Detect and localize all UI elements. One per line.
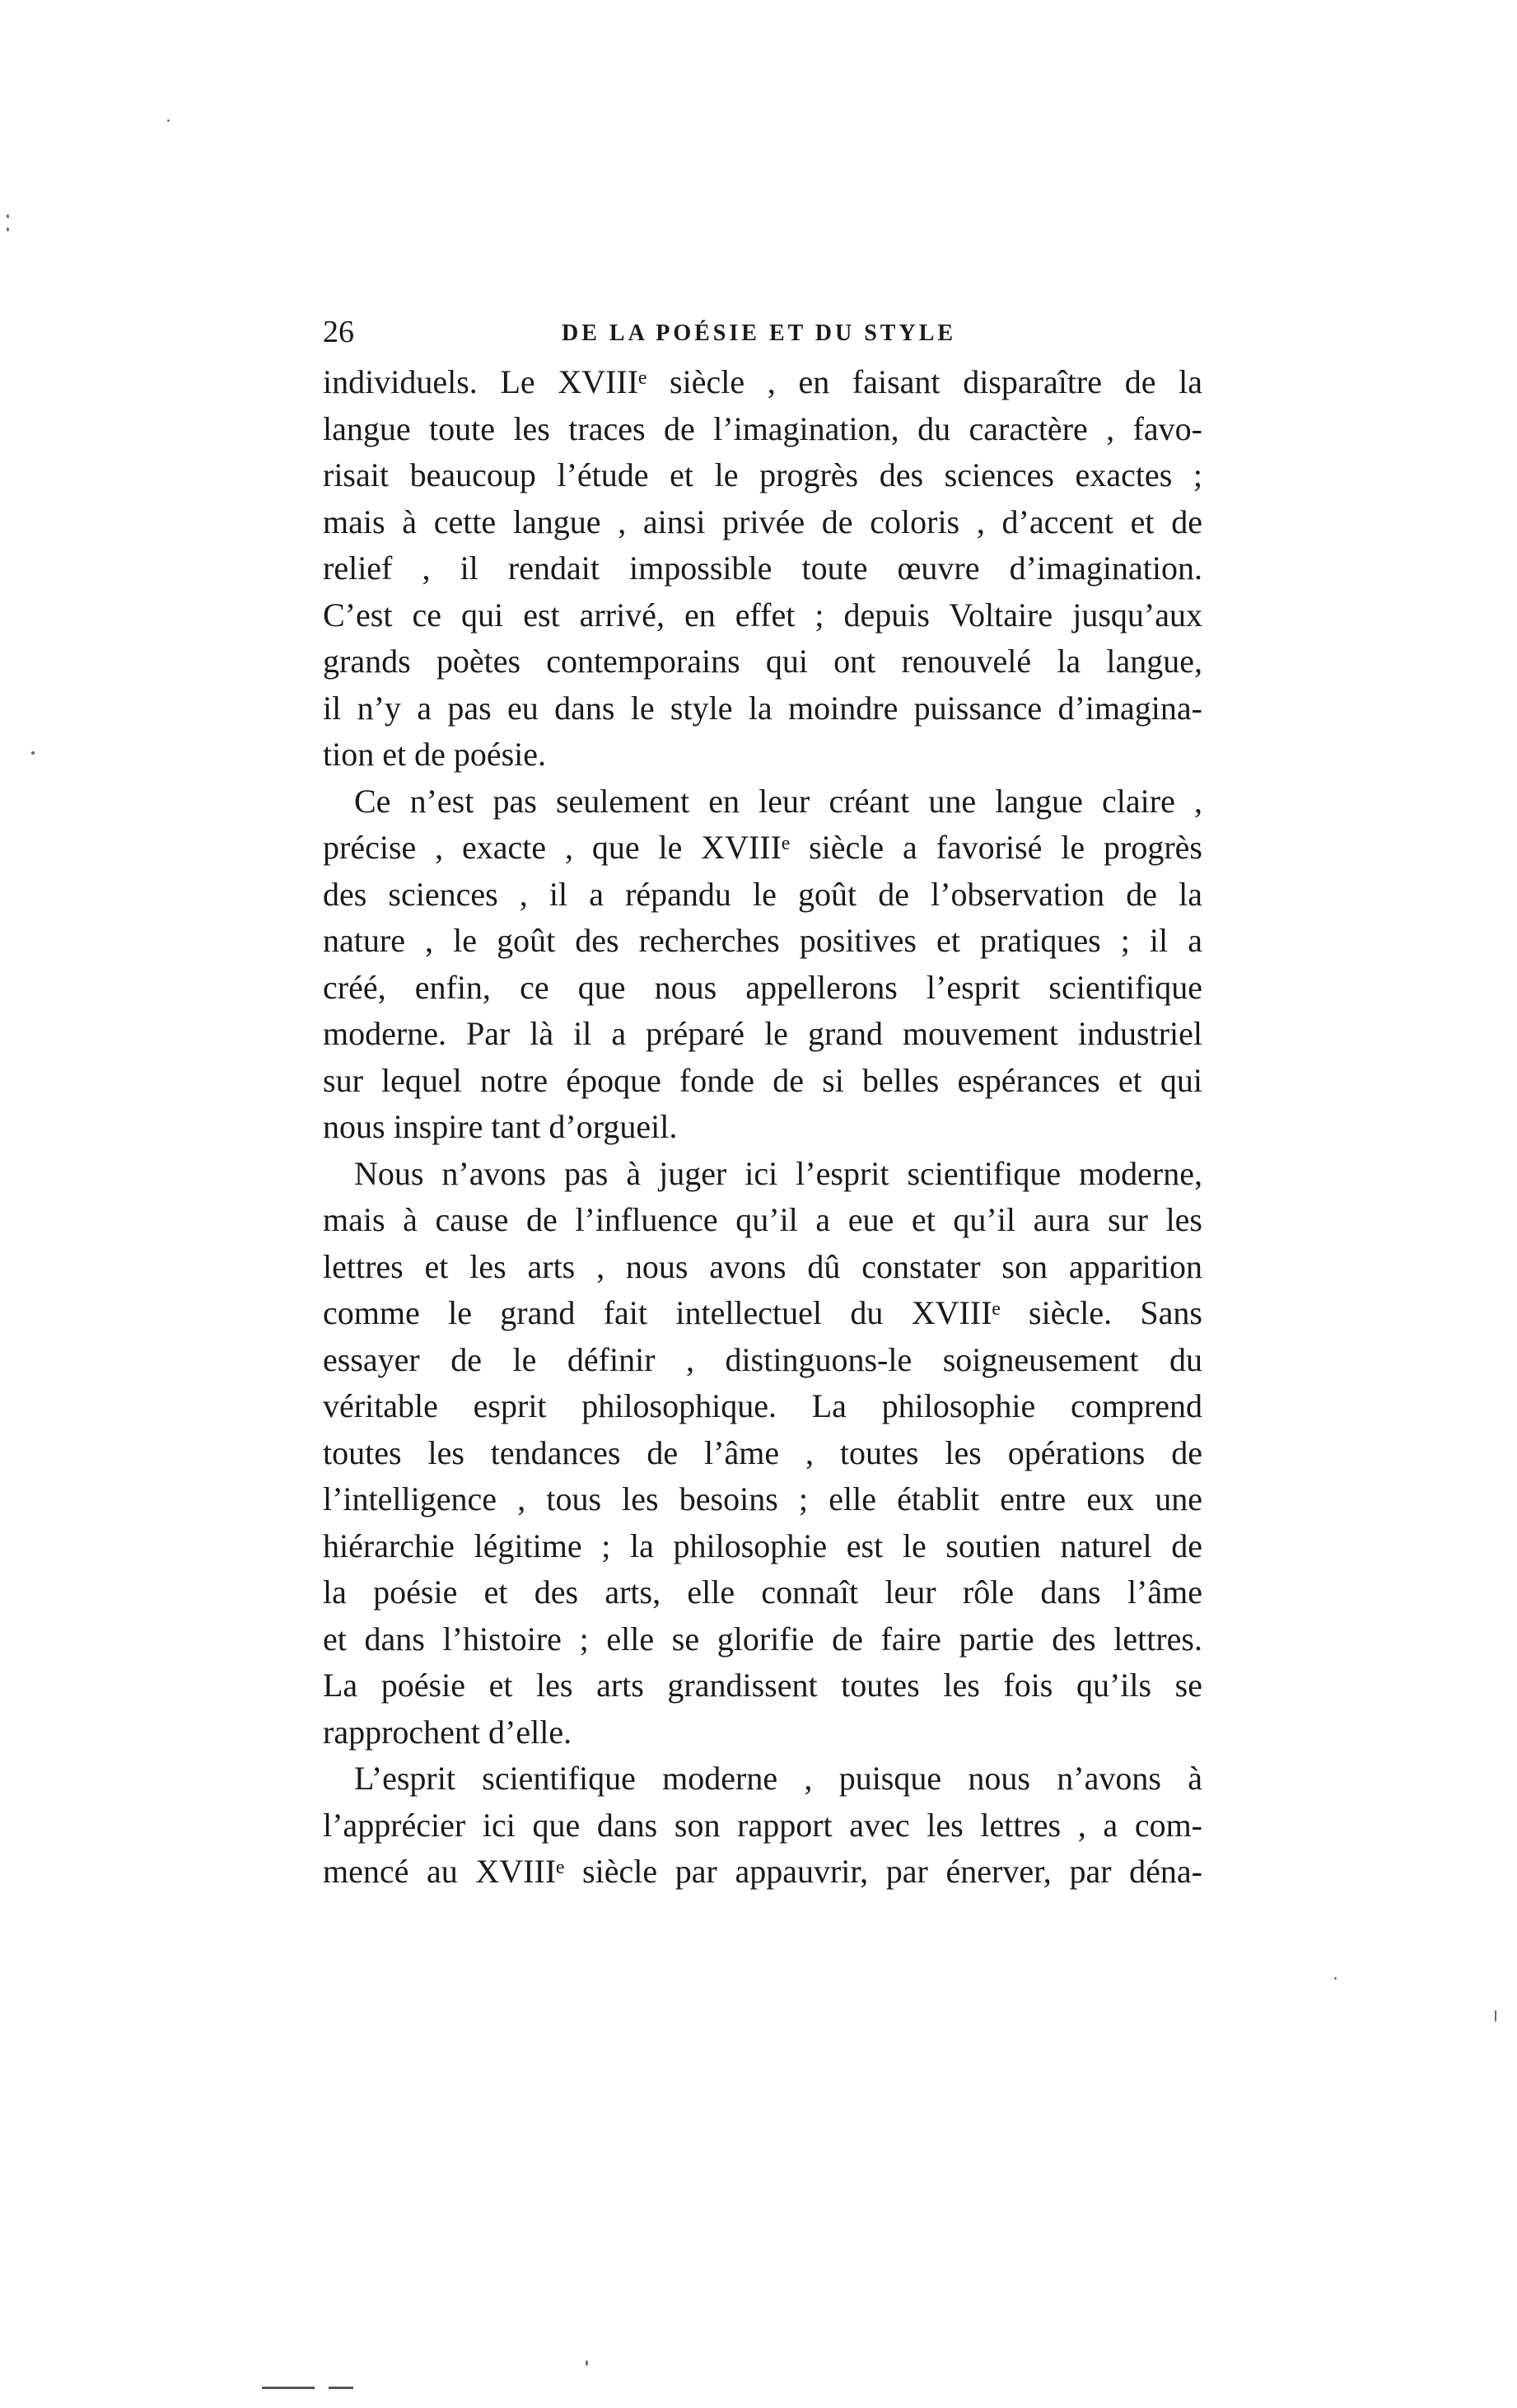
paragraph-1	[323, 359, 1202, 779]
text-line: Ce n’est pas seulement en leur créant une langue claire ,	[354, 782, 1202, 820]
bottom-rule	[262, 2387, 315, 2389]
text-line: tion et de poésie.	[323, 736, 547, 773]
paragraph-3	[323, 1151, 1202, 1756]
text-line: des sciences , il a répandu le goût de l’observation de la	[323, 875, 1202, 913]
bottom-rule	[329, 2387, 353, 2389]
scan-speck	[1334, 1977, 1337, 1980]
text-line: nous inspire tant d’orgueil.	[323, 1108, 678, 1145]
paragraph-2	[323, 779, 1202, 1151]
text-line: sur lequel notre époque fonde de si belles espérances et qui	[323, 1061, 1202, 1099]
text-line: risait beaucoup l’étude et le progrès des sciences exactes ;	[323, 456, 1202, 493]
text-line: C’est ce qui est arrivé, en effet ; depuis Voltaire jusqu’aux	[323, 596, 1202, 634]
page-number: 26	[323, 315, 354, 349]
paragraph-4	[323, 1756, 1202, 1896]
text-line: précise , exacte , que le XVIIIᵉ siècle a favorisé le progrès	[323, 829, 1202, 866]
text-line: La poésie et les arts grandissent toutes les fois qu’ils se	[323, 1667, 1202, 1704]
scan-speck	[7, 227, 9, 231]
text-line: mencé au XVIIIᵉ siècle par appauvrir, par énerver, par déna-	[323, 1853, 1202, 1890]
text-line: véritable esprit philosophique. La philosophie comprend	[323, 1387, 1202, 1424]
running-title: DE LA POÉSIE ET DU STYLE	[562, 320, 957, 346]
text-line: langue toute les traces de l’imagination, du caractère , favo-	[323, 409, 1202, 447]
scan-speck	[586, 2360, 588, 2366]
text-line: mais à cette langue , ainsi privée de coloris , d’accent et de	[323, 503, 1202, 540]
text-line: L’esprit scientifique moderne , puisque nous n’avons à	[354, 1760, 1202, 1797]
text-line: comme le grand fait intellectuel du XVIIIᵉ siècle. Sans	[323, 1294, 1202, 1331]
text-line: lettres et les arts , nous avons dû constater son apparition	[323, 1247, 1202, 1285]
text-line: l’intelligence , tous les besoins ; elle établit entre eux une	[323, 1480, 1202, 1517]
text-line: hiérarchie légitime ; la philosophie est le soutien naturel de	[323, 1527, 1202, 1564]
text-line: Nous n’avons pas à juger ici l’esprit scientifique moderne,	[354, 1154, 1202, 1192]
text-line: essayer de le définir , distinguons-le soigneusement du	[323, 1340, 1202, 1378]
body-text	[323, 359, 1202, 1896]
text-line: toutes les tendances de l’âme , toutes les opérations de	[323, 1433, 1202, 1471]
text-line: et dans l’histoire ; elle se glorifie de faire partie des lettres.	[323, 1620, 1202, 1658]
text-line: mais à cause de l’influence qu’il a eue et qu’il aura sur les	[323, 1201, 1202, 1238]
text-line: l’apprécier ici que dans son rapport avec les lettres , a com-	[323, 1806, 1202, 1844]
scan-speck	[31, 751, 35, 755]
text-line: individuels. Le XVIIIᵉ siècle , en faisant disparaître de la	[323, 363, 1202, 400]
text-line: créé, enfin, ce que nous appellerons l’esprit scientifique	[323, 968, 1202, 1006]
scan-speck	[1495, 2010, 1496, 2022]
text-line: moderne. Par là il a préparé le grand mouvement industriel	[323, 1015, 1202, 1052]
text-line: nature , le goût des recherches positives et pratiques ; il a	[323, 922, 1202, 959]
running-head	[323, 311, 1202, 353]
scan-speck	[167, 119, 170, 122]
text-line: relief , il rendait impossible toute œuvre d’imagination.	[323, 549, 1202, 587]
text-line: la poésie et des arts, elle connaît leur rôle dans l’âme	[323, 1573, 1202, 1611]
text-line: rapprochent d’elle.	[323, 1713, 572, 1751]
scan-speck	[7, 214, 9, 218]
text-line: il n’y a pas eu dans le style la moindre puissance d’imagina-	[323, 689, 1202, 727]
text-line: grands poètes contemporains qui ont renouvelé la langue,	[323, 643, 1202, 680]
